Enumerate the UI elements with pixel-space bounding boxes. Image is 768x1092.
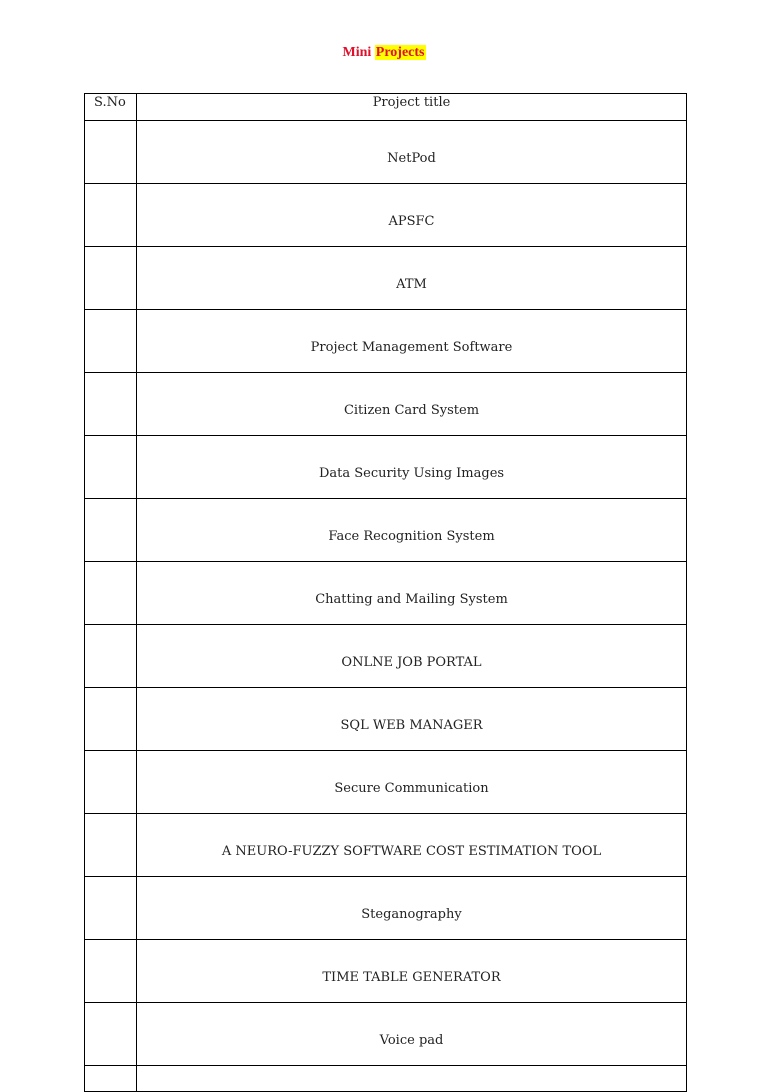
- table-row: [85, 751, 687, 814]
- row-project-title: Steganography: [137, 877, 687, 940]
- table-row: [85, 940, 687, 1003]
- row-project-title: [137, 1066, 687, 1092]
- row-sno-cell: [85, 814, 137, 877]
- table-row: [85, 814, 687, 877]
- row-project-title: ATM: [137, 247, 687, 310]
- row-project-title: ONLNE JOB PORTAL: [137, 625, 687, 688]
- table-row: [85, 562, 687, 625]
- row-sno-cell: [85, 625, 137, 688]
- projects-table: [84, 93, 687, 1092]
- table-row: [85, 625, 687, 688]
- page-title: [0, 44, 768, 62]
- row-project-title: Chatting and Mailing System: [137, 562, 687, 625]
- row-sno-cell: [85, 247, 137, 310]
- table-row-blank: [85, 1066, 687, 1092]
- table-row: [85, 499, 687, 562]
- row-sno-cell: [85, 373, 137, 436]
- row-project-title: Voice pad: [137, 1003, 687, 1066]
- table-row: [85, 436, 687, 499]
- row-project-title: NetPod: [137, 121, 687, 184]
- table-row: [85, 184, 687, 247]
- table-row: [85, 877, 687, 940]
- row-sno-cell: [85, 751, 137, 814]
- row-project-title: Face Recognition System: [137, 499, 687, 562]
- table-header-row: [85, 94, 687, 121]
- row-project-title: Project Management Software: [137, 310, 687, 373]
- table-row: [85, 1003, 687, 1066]
- row-project-title: TIME TABLE GENERATOR: [137, 940, 687, 1003]
- title-highlight: Projects: [375, 45, 425, 60]
- table-row: [85, 247, 687, 310]
- row-project-title: A NEURO-FUZZY SOFTWARE COST ESTIMATION TOOL: [137, 814, 687, 877]
- row-sno-cell: [85, 1003, 137, 1066]
- table-row: [85, 688, 687, 751]
- table-row: [85, 121, 687, 184]
- row-project-title: Secure Communication: [137, 751, 687, 814]
- header-sno: S.No: [85, 94, 137, 121]
- table-row: [85, 373, 687, 436]
- table-row: [85, 310, 687, 373]
- row-project-title: SQL WEB MANAGER: [137, 688, 687, 751]
- row-project-title: Data Security Using Images: [137, 436, 687, 499]
- title-plain: Mini: [342, 45, 372, 60]
- row-sno-cell: [85, 940, 137, 1003]
- row-project-title: APSFC: [137, 184, 687, 247]
- row-sno-cell: [85, 1066, 137, 1092]
- row-sno-cell: [85, 877, 137, 940]
- row-sno-cell: [85, 688, 137, 751]
- table-body: [85, 121, 687, 1092]
- row-sno-cell: [85, 310, 137, 373]
- row-project-title: Citizen Card System: [137, 373, 687, 436]
- row-sno-cell: [85, 121, 137, 184]
- row-sno-cell: [85, 562, 137, 625]
- row-sno-cell: [85, 499, 137, 562]
- row-sno-cell: [85, 184, 137, 247]
- row-sno-cell: [85, 436, 137, 499]
- header-project-title: Project title: [137, 94, 687, 121]
